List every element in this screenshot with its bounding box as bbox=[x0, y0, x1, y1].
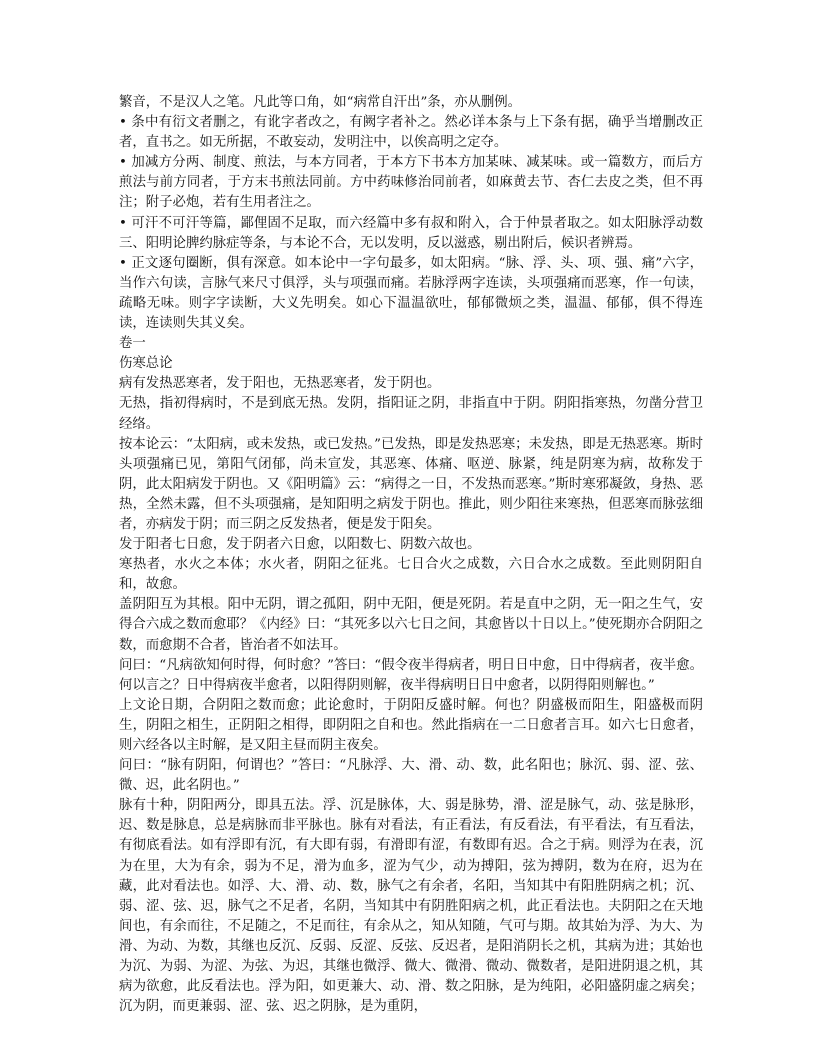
paragraph: 上文论日期，合阴阳之数而愈；此论愈时，于阴阳反盛时解。何也？阴盛极而阳生，阳盛极而阴生，阴阳之相生，正阴阳之相得，即阴阳之自和也。然此指病在一二日愈者言耳。如六七日愈者，则六经各以主时解，是又阳主昼而阴主夜矣。 bbox=[119, 697, 703, 753]
bullet-paragraph: • 条中有衍文者删之，有讹字者改之，有阙字者补之。然必详本条与上下条有据，确乎当增删改正者，直书之。如无所据，不敢妄动，发明注中，以俟高明之定夺。 bbox=[119, 113, 703, 153]
bullet-paragraph: • 加减方分两、制度、煎法，与本方同者，于本方下书本方加某味、减某味。或一篇数方，而后方煎法与前方同者，于方末书煎法同前。方中药味修治同前者，如麻黄去节、杏仁去皮之类，但不再注；附子必炮，若有生用者注之。 bbox=[119, 153, 703, 213]
paragraph: 脉有十种，阴阳两分，即具五法。浮、沉是脉体，大、弱是脉势，滑、涩是脉气，动、弦是脉形，迟、数是脉息，总是病脉而非平脉也。脉有对看法，有正看法，有反看法，有平看法，有互看法，有彻底看法。如有浮即有沉，有大即有弱，有滑即有涩，有数即有迟。合之于病。则浮为在表，沉为在里，大为有余，弱为不足，滑为血多，涩为气少，动为搏阳，弦为搏阴，数为在府，迟为在藏，此对看法也。如浮、大、滑、动、数，脉气之有余者，名阳，当知其中有阳胜阴病之机；沉、弱、涩、弦、迟，脉气之不足者，名阴，当知其中有阴胜阳病之机，此正看法也。夫阴阳之在天地间也，有余而往，不足随之，不足而往，有余从之，知从知随，气可与期。故其始为浮、为大、为滑、为动、为数，其继也反沉、反弱、反涩、反弦、反迟者，是阳消阴长之机，其病为进；其始也为沉、为弱、为涩、为弦、为迟，其继也微浮、微大、微滑、微动、微数者，是阳进阴退之机，其病为欲愈，此反看法也。浮为阳，如更兼大、动、滑、数之阳脉，是为纯阳，必阳盛阴虚之病矣；沉为阴，而更兼弱、涩、弦、迟之阴脉，是为重阴， bbox=[119, 798, 703, 1015]
paragraph: 寒热者，水火之本体；水火者，阴阳之征兆。七日合火之成数，六日合水之成数。至此则阴阳自和，故愈。 bbox=[119, 557, 703, 593]
paragraph: 无热，指初得病时，不是到底无热。发阴，指阳证之阴，非指直中于阴。阴阳指寒热，勿凿分营卫经络。 bbox=[119, 396, 703, 432]
paragraph: 问曰：“凡病欲知何时得，何时愈？”答曰：“假令夜半得病者，明日日中愈，日中得病者，夜半愈。何以言之？日中得病夜半愈者，以阳得阴则解，夜半得病明日日中愈者，以阴得阳则解也。” bbox=[119, 657, 703, 693]
paragraph: 盖阴阳互为其根。阳中无阴，谓之孤阳，阴中无阳，便是死阴。若是直中之阴，无一阳之生气，安得合六成之数而愈耶？《内经》曰：“其死多以六七日之间，其愈皆以十日以上。”使死期亦合阴阳之数，而愈期不合者，皆治者不如法耳。 bbox=[119, 597, 703, 653]
document-body bbox=[119, 93, 703, 1017]
bullet-paragraph: • 可汗不可汗等篇，鄙俚固不足取，而六经篇中多有叔和附入，合于仲景者取之。如太阳脉浮动数三、阳明论脾约脉症等条，与本论不合，无以发明，反以滋惑，剔出附后，候识者辨焉。 bbox=[119, 214, 703, 254]
paragraph: 问曰：“脉有阴阳，何谓也？”答曰：“凡脉浮、大、滑、动、数，此名阳也；脉沉、弱、涩、弦、微、迟，此名阴也。” bbox=[119, 758, 703, 794]
section-heading: 伤寒总论 bbox=[119, 356, 173, 372]
volume-heading: 卷一 bbox=[119, 336, 146, 352]
paragraph: 按本论云：“太阳病，或未发热，或已发热。”已发热，即是发热恶寒；未发热，即是无热恶寒。斯时头项强痛已见，第阳气闭郁，尚未宣发，其恶寒、体痛、呕逆、脉紧，纯是阴寒为病，故称发于阴，此太阳病发于阴也。又《阳明篇》云：“病得之一日，不发热而恶寒。”斯时寒邪凝敛，身热、恶热，全然未露，但不头项强痛，是知阳明之病发于阴也。推此，则少阳往来寒热，但恶寒而脉弦细者，亦病发于阴；而三阴之反发热者，便是发于阳矣。 bbox=[119, 436, 703, 532]
paragraph: 繁音，不是汉人之笔。凡此等口角，如“病常自汗出”条，亦从删例。 bbox=[119, 95, 522, 110]
paragraph: 发于阳者七日愈，发于阴者六日愈，以阳数七、阴数六故也。 bbox=[119, 537, 481, 553]
paragraph: 病有发热恶寒者，发于阳也，无热恶寒者，发于阴也。 bbox=[119, 376, 441, 392]
bullet-paragraph: • 正文逐句圈断，俱有深意。如本论中一字句最多，如太阳病。“脉、浮、头、项、强、痛”六字，当作六句读，言脉气来尺寸俱浮，头与项强而痛。若脉浮两字连读，头项强痛而恶寒，作一句读，疏略无味。则字字读断，大义先明矣。如心下温温欲吐，郁郁微烦之类，温温、郁郁，俱不得连读，连读则失其义矣。 bbox=[119, 254, 703, 334]
